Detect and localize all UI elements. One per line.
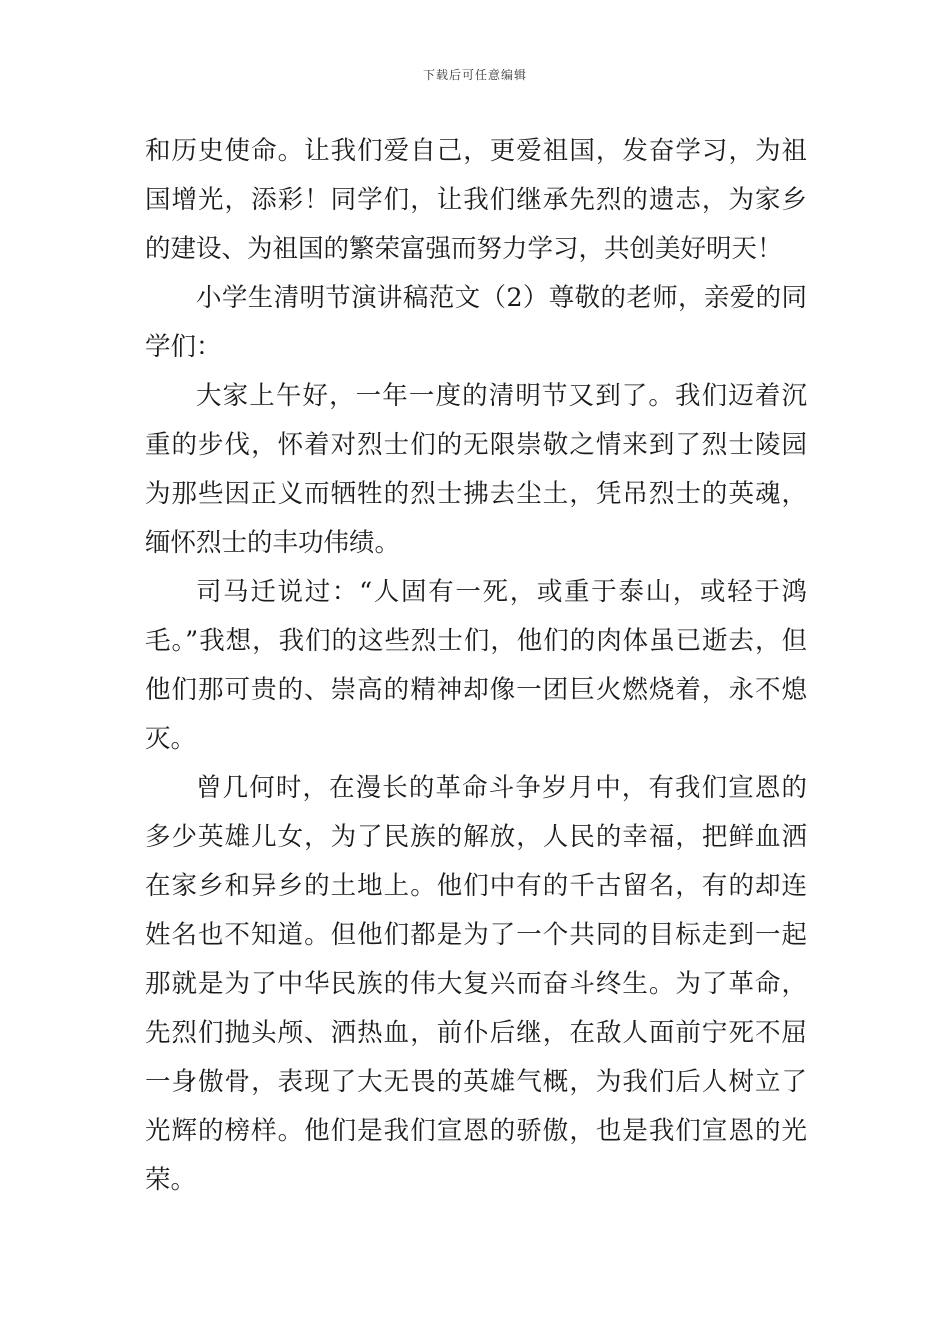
header-note: 下载后可任意编辑 (422, 68, 527, 82)
document-body (145, 127, 807, 1205)
paragraph-history: 曾几何时，在漫长的革命斗争岁月中，有我们宣恩的多少英雄儿女，为了民族的解放，人民的幸福，把鲜血洒在家乡和异乡的土地上。他们中有的千古留名，有的却连姓名也不知道。但他们都是为了一个共同的目标走到一起那就是为了中华民族的伟大复兴而奋斗终生。为了革命，先烈们抛头颅、洒热血，前仆后继，在敌人面前宁死不屈一身傲骨，表现了大无畏的英雄气概，为我们后人树立了光辉的榜样。他们是我们宣恩的骄傲，也是我们宣恩的光荣。 (145, 773, 807, 1195)
paragraph-greeting: 大家上午好，一年一度的清明节又到了。我们迈着沉重的步伐，怀着对烈士们的无限崇敬之情来到了烈士陵园为那些因正义而牺牲的烈士拂去尘土，凭吊烈士的英魂，缅怀烈士的丰功伟绩。 (145, 381, 807, 558)
paragraph-continuation: 和历史使命。让我们爱自己，更爱祖国，发奋学习，为祖国增光，添彩！同学们，让我们继承先烈的遗志，为家乡的建设、为祖国的繁荣富强而努力学习，共创美好明天！ (145, 136, 807, 264)
paragraph-quote: 司马迁说过：“人固有一死，或重于泰山，或轻于鸿毛。”我想，我们的这些烈士们，他们的肉体虽已逝去，但他们那可贵的、崇高的精神却像一团巨火燃烧着，永不熄灭。 (145, 577, 807, 754)
paragraph-speech-title: 小学生清明节演讲稿范文（2）尊敬的老师，亲爱的同学们： (145, 283, 807, 362)
